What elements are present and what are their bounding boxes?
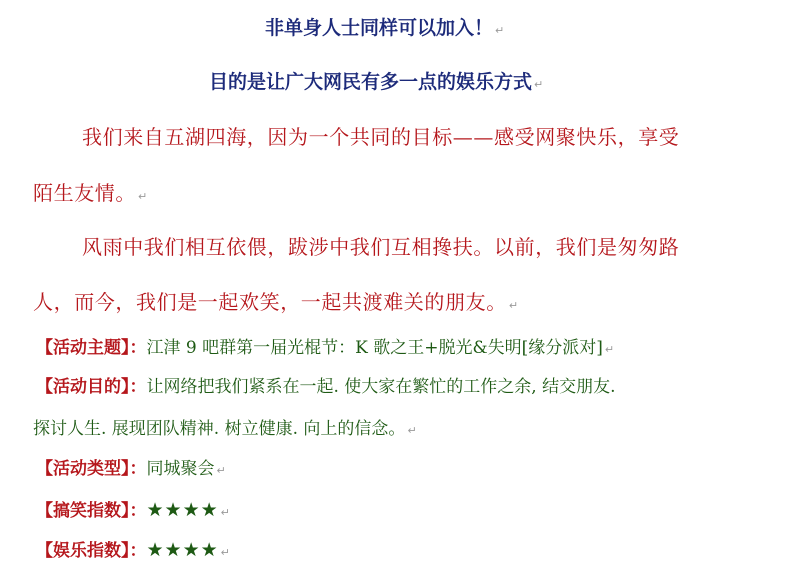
- headline: [265, 19, 504, 38]
- theme-row: [36, 340, 614, 357]
- entertainment-label: 【娱乐指数】：: [36, 541, 147, 561]
- paragraph-mark-icon: ↵: [220, 506, 230, 519]
- purpose-value-line-1: 让网络把我们紧系在一起. 使大家在繁忙的工作之余, 结交朋友.: [146, 377, 616, 397]
- paragraph-1-line-1-text: 我们来自五湖四海，因为一个共同的目标——感受网聚快乐，享受: [82, 125, 680, 149]
- purpose-row-continued: [33, 421, 417, 438]
- fun-label: 【搞笑指数】：: [36, 501, 147, 521]
- theme-label: 【活动主题】：: [36, 338, 147, 358]
- paragraph-mark-icon: ↵: [534, 78, 544, 91]
- subheadline-text: 目的是让广大网民有多一点的娱乐方式: [209, 71, 533, 93]
- purpose-label: 【活动目的】：: [36, 377, 147, 397]
- type-label: 【活动类型】：: [36, 459, 147, 479]
- fun-rating-stars-icon: ★★★★: [146, 499, 219, 521]
- paragraph-2-line-2: [33, 292, 519, 312]
- paragraph-mark-icon: ↵: [216, 464, 226, 477]
- type-value: 同城聚会: [146, 459, 215, 479]
- paragraph-mark-icon: ↵: [508, 299, 519, 312]
- paragraph-mark-icon: ↵: [407, 424, 417, 437]
- paragraph-2-line-2-text: 人，而今，我们是一起欢笑，一起共渡难关的朋友。: [33, 290, 507, 314]
- subheadline: [209, 73, 543, 92]
- paragraph-1-line-2-text: 陌生友情。: [33, 181, 136, 205]
- purpose-row: [36, 379, 616, 396]
- paragraph-1-line-1: [82, 127, 679, 147]
- paragraph-mark-icon: ↵: [138, 190, 148, 203]
- entertainment-rating-stars-icon: ★★★★: [146, 539, 219, 561]
- fun-row: [36, 501, 230, 520]
- paragraph-mark-icon: ↵: [220, 546, 230, 559]
- paragraph-2-line-1-text: 风雨中我们相互依偎，跋涉中我们互相搀扶。以前，我们是匆匆路: [82, 235, 680, 259]
- paragraph-mark-icon: ↵: [495, 24, 505, 37]
- entertainment-row: [36, 541, 230, 560]
- paragraph-mark-icon: ↵: [604, 343, 615, 356]
- theme-value: 江津 9 吧群第一届光棍节：K 歌之王+脱光&失明[缘分派对]: [146, 338, 603, 358]
- paragraph-2-line-1: [82, 237, 679, 257]
- headline-text: 非单身人士同样可以加入！: [265, 17, 494, 39]
- paragraph-1-line-2: [33, 183, 148, 203]
- purpose-value-line-2: 探讨人生. 展现团队精神. 树立健康. 向上的信念。: [33, 419, 406, 439]
- type-row: [36, 461, 226, 478]
